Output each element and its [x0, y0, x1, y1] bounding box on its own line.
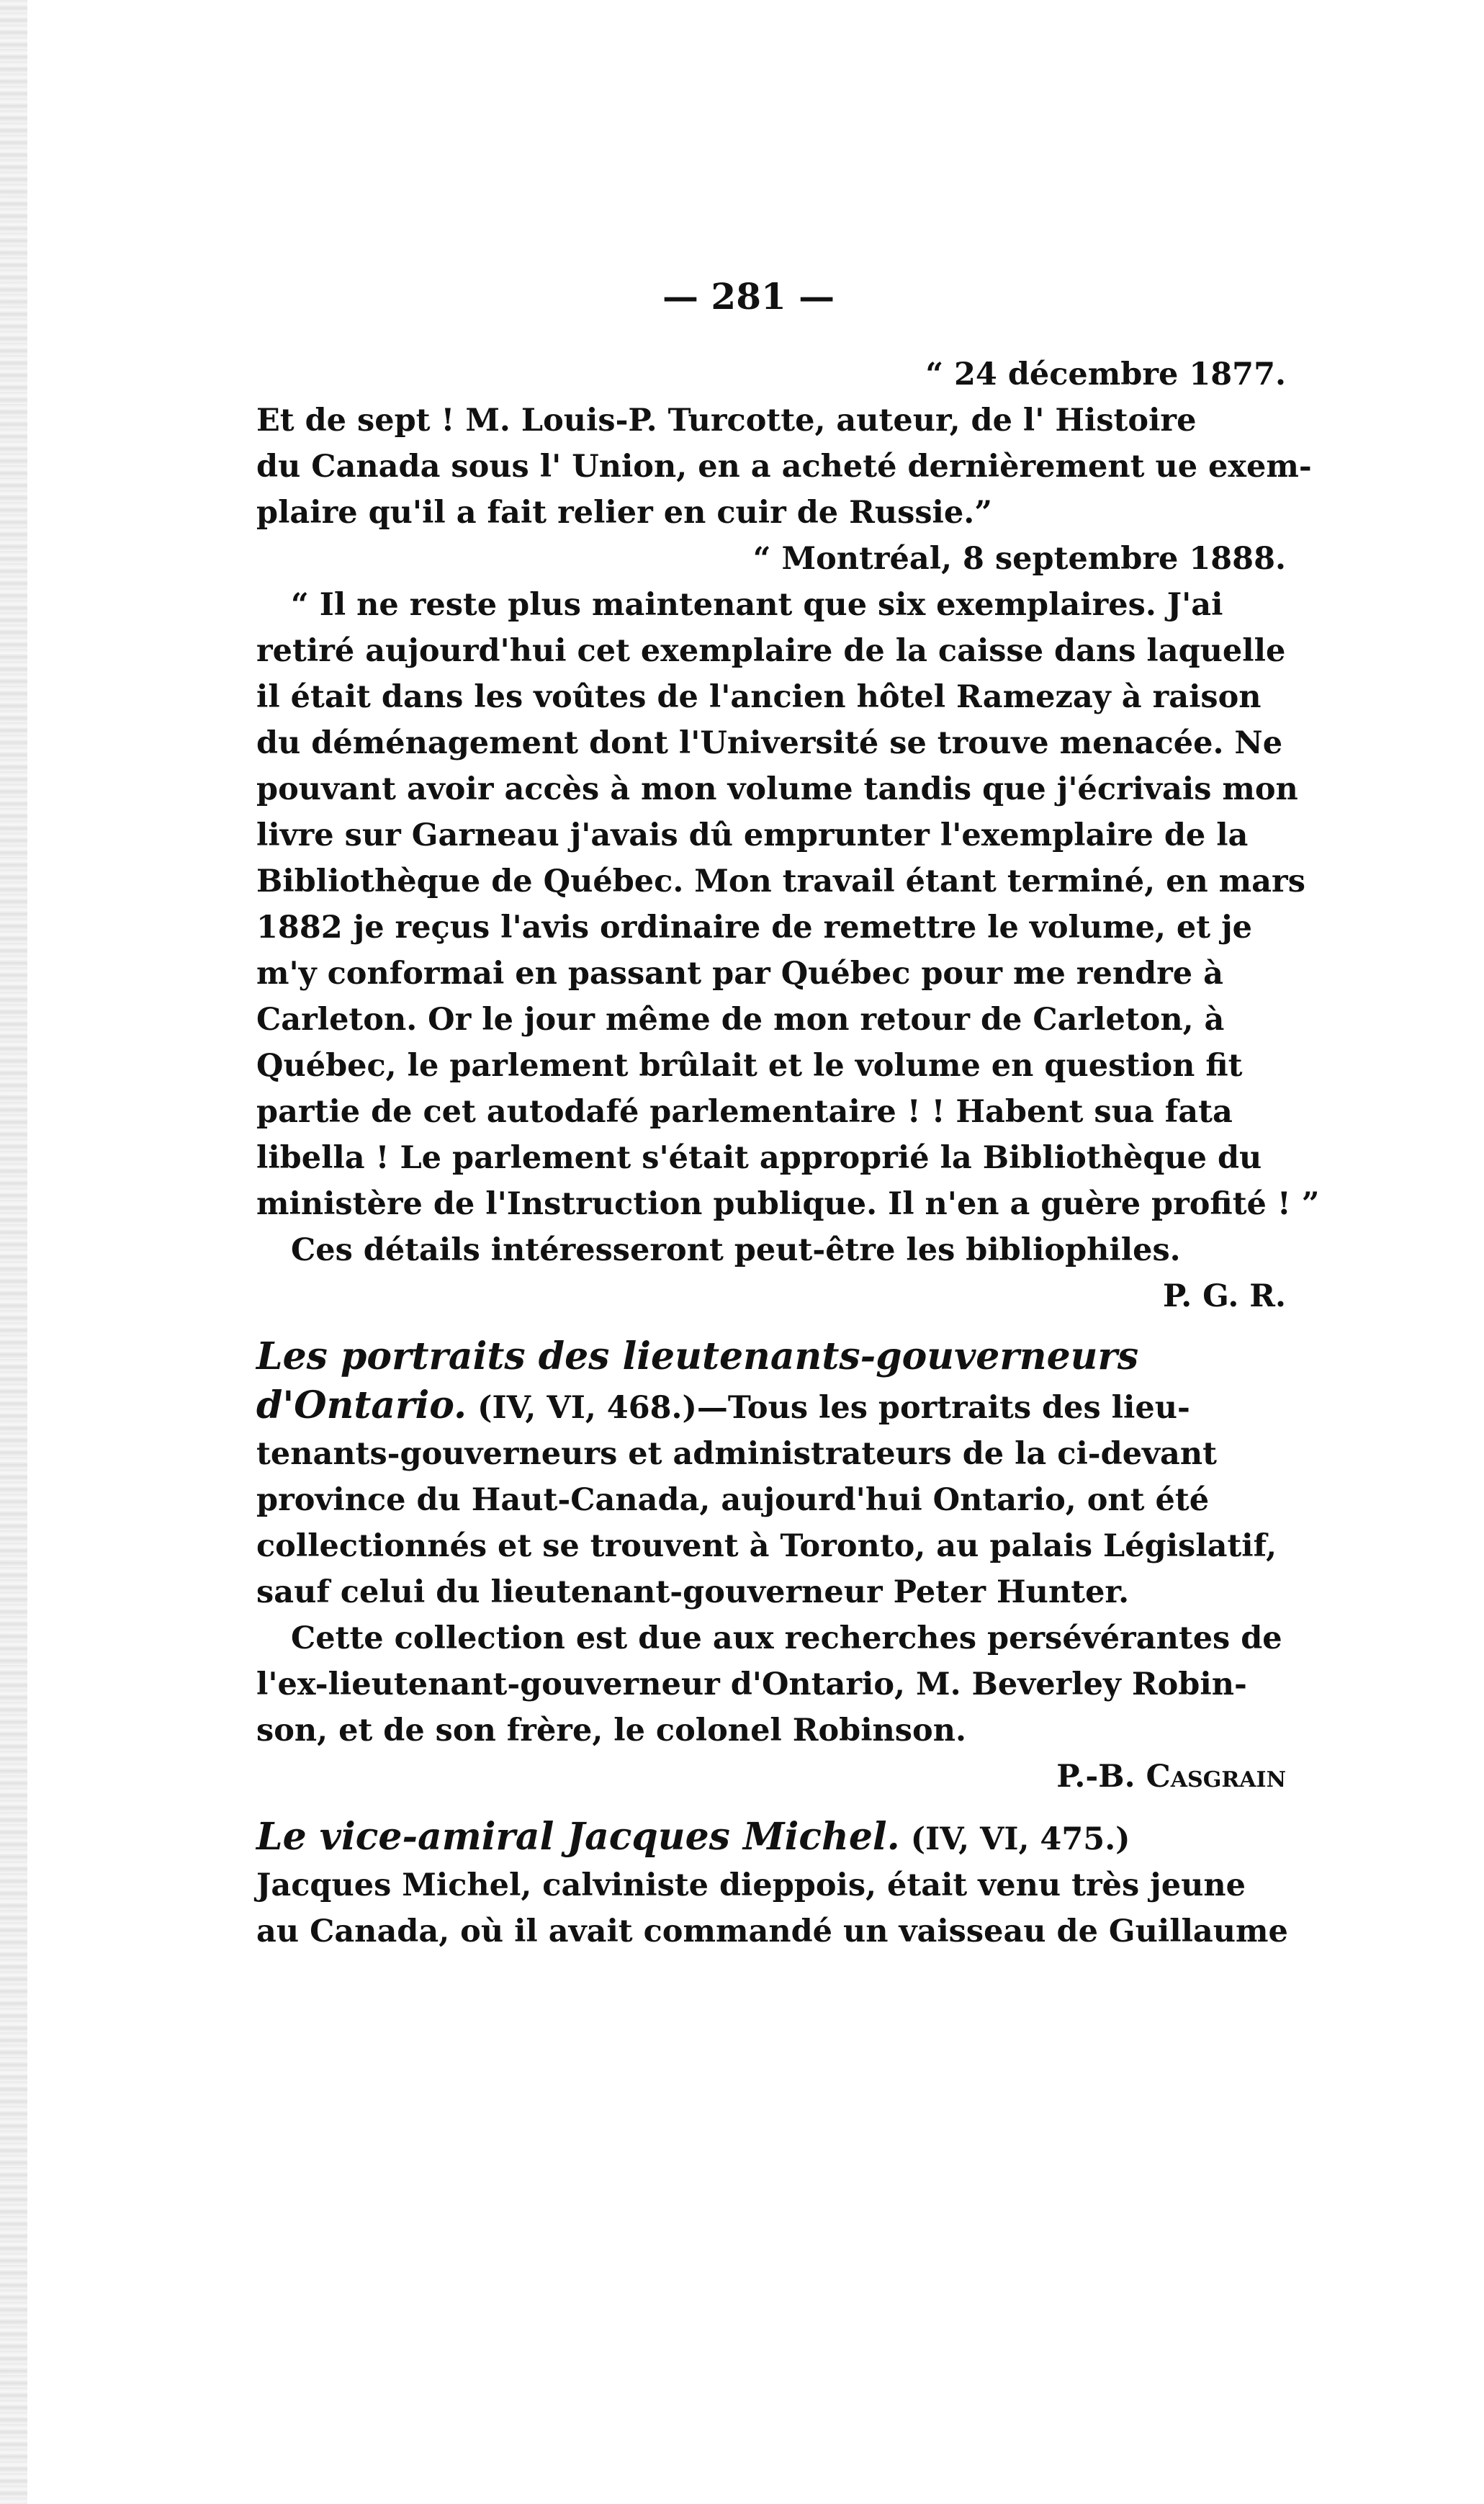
letter-two-signature: P. G. R.	[1163, 1278, 1286, 1314]
section-three-heading-line	[256, 1813, 1286, 1862]
section-two-heading-part2: d'Ontario.	[256, 1383, 467, 1427]
section-two-signature: P.-B. Casgrain	[1056, 1759, 1286, 1795]
letter-one-line-2: du Canada sous l' Union, en a acheté dernièrement ue exem-	[256, 449, 1312, 485]
section-three-line-1: Jacques Michel, calviniste dieppois, était venu très jeune	[256, 1867, 1246, 1903]
letter-two-line-2: retiré aujourd'hui cet exemplaire de la caisse dans laquelle	[256, 633, 1286, 669]
letter-two-line-6: livre sur Garneau j'avais dû emprunter l'exemplaire de la	[256, 817, 1249, 853]
section-three-reference: (IV, VI, 475.)	[910, 1821, 1130, 1857]
letter-two-line-4: du déménagement dont l'Université se trouve menacée. Ne	[256, 725, 1283, 761]
letter-two-line-11: Québec, le parlement brûlait et le volume en question fit	[256, 1048, 1243, 1084]
letter-two-line-14: ministère de l'Instruction publique. Il n'en a guère profité ! ”	[256, 1186, 1320, 1222]
section-two-para2-line-1: Cette collection est due aux recherches persévérantes de	[291, 1620, 1282, 1656]
section-two-para2-line-3: son, et de son frère, le colonel Robinson.	[256, 1713, 966, 1749]
letter-two-line-1: “ Il ne reste plus maintenant que six exemplaires. J'ai	[291, 587, 1223, 623]
page-body	[256, 351, 1320, 1955]
letter-two-line-13: libella ! Le parlement s'était approprié la Bibliothèque du	[256, 1140, 1262, 1176]
section-two-reference: (IV, VI, 468.)—Tous les portraits des lieu-	[477, 1390, 1190, 1426]
letter-one-line-1: Et de sept ! M. Louis-P. Turcotte, auteur, de l' Histoire	[256, 403, 1197, 439]
scan-edge	[0, 0, 27, 2504]
section-two-heading-line-2	[256, 1381, 1286, 1431]
section-two-line-1: tenants-gouverneurs et administrateurs de la ci-devant	[256, 1436, 1218, 1472]
section-three-line-2: au Canada, où il avait commandé un vaisseau de Guillaume	[256, 1913, 1288, 1949]
letter-two-closing: Ces détails intéresseront peut-être les bibliophiles.	[291, 1232, 1181, 1268]
section-two-line-3: collectionnés et se trouvent à Toronto, au palais Législatif,	[256, 1528, 1277, 1564]
letter-two-line-3: il était dans les voûtes de l'ancien hôtel Ramezay à raison	[256, 679, 1262, 715]
section-three-heading: Le vice-amiral Jacques Michel.	[256, 1815, 900, 1859]
section-two-line-2: province du Haut-Canada, aujourd'hui Ontario, ont été	[256, 1482, 1210, 1518]
letter-one-line-3: plaire qu'il a fait relier en cuir de Russie.”	[256, 495, 992, 531]
letter-two-line-10: Carleton. Or le jour même de mon retour de Carleton, à	[256, 1002, 1225, 1038]
letter-one-date: “ 24 décembre 1877.	[925, 356, 1286, 392]
letter-two-line-12: partie de cet autodafé parlementaire ! ! Habent sua fata	[256, 1094, 1233, 1130]
letter-two-line-7: Bibliothèque de Québec. Mon travail étant terminé, en mars	[256, 863, 1305, 899]
section-two-para2-line-2: l'ex-lieutenant-gouverneur d'Ontario, M. Beverley Robin-	[256, 1666, 1247, 1702]
section-two-heading: Les portraits des lieutenants-gouverneurs	[256, 1334, 1139, 1378]
page-number: — 281 —	[662, 275, 835, 318]
letter-two-date: “ Montréal, 8 septembre 1888.	[752, 541, 1286, 577]
letter-two-line-8: 1882 je reçus l'avis ordinaire de remettre le volume, et je	[256, 910, 1253, 946]
letter-two-line-5: pouvant avoir accès à mon volume tandis que j'écrivais mon	[256, 771, 1298, 807]
section-two-line-4: sauf celui du lieutenant-gouverneur Peter Hunter.	[256, 1574, 1130, 1610]
letter-two-line-9: m'y conformai en passant par Québec pour me rendre à	[256, 956, 1223, 992]
